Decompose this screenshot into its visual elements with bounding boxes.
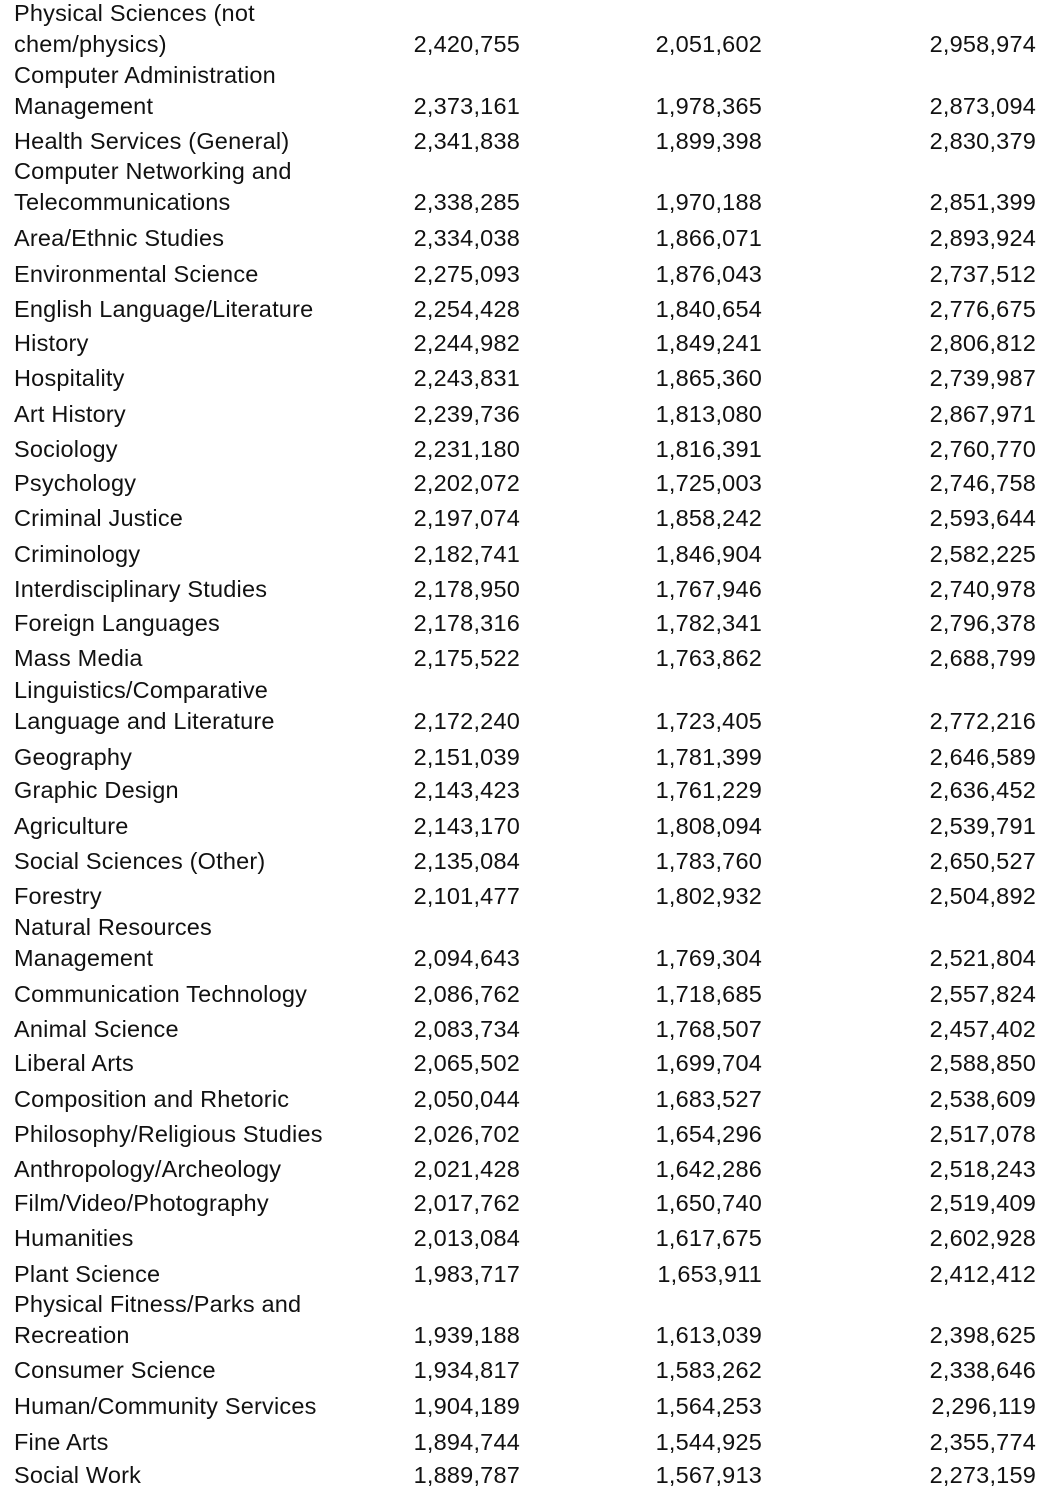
value-column-2: 1,816,391 bbox=[655, 436, 762, 462]
field-of-study-label bbox=[14, 643, 404, 673]
value-column-1: 2,182,741 bbox=[413, 541, 520, 567]
label-line: Consumer Science bbox=[14, 1357, 216, 1383]
field-of-study-label bbox=[14, 156, 404, 217]
value-column-3: 2,355,774 bbox=[929, 1429, 1036, 1455]
value-column-3: 2,830,379 bbox=[929, 128, 1036, 154]
value-column-1: 2,373,161 bbox=[413, 93, 520, 119]
field-of-study-label bbox=[14, 468, 404, 498]
value-column-2: 1,654,296 bbox=[655, 1121, 762, 1147]
label-line: Health Services (General) bbox=[14, 128, 290, 154]
value-column-2: 1,808,094 bbox=[655, 813, 762, 839]
field-of-study-label bbox=[14, 60, 404, 121]
field-of-study-label bbox=[14, 294, 404, 324]
value-column-2: 1,544,925 bbox=[655, 1429, 762, 1455]
value-column-1: 2,275,093 bbox=[413, 261, 520, 287]
value-column-2: 1,866,071 bbox=[655, 225, 762, 251]
value-column-3: 2,538,609 bbox=[929, 1086, 1036, 1112]
field-of-study-label bbox=[14, 1119, 404, 1149]
value-column-2: 1,650,740 bbox=[655, 1190, 762, 1216]
value-column-1: 2,172,240 bbox=[413, 708, 520, 734]
field-of-study-label bbox=[14, 675, 404, 736]
label-line: Management bbox=[14, 945, 154, 971]
label-line: Anthropology/Archeology bbox=[14, 1156, 282, 1182]
value-column-2: 1,767,946 bbox=[655, 576, 762, 602]
value-column-3: 2,602,928 bbox=[929, 1225, 1036, 1251]
field-of-study-label bbox=[14, 1188, 404, 1218]
label-line: Computer Administration bbox=[14, 62, 276, 88]
field-of-study-label bbox=[14, 1460, 404, 1490]
value-column-2: 1,970,188 bbox=[655, 189, 762, 215]
value-column-2: 2,051,602 bbox=[655, 31, 762, 57]
value-column-1: 2,239,736 bbox=[413, 401, 520, 427]
label-line: Criminal Justice bbox=[14, 505, 184, 531]
value-column-1: 2,178,950 bbox=[413, 576, 520, 602]
value-column-1: 2,101,477 bbox=[413, 883, 520, 909]
label-line: Social Work bbox=[14, 1462, 142, 1488]
value-column-1: 2,244,982 bbox=[413, 330, 520, 356]
value-column-2: 1,718,685 bbox=[655, 981, 762, 1007]
label-line: Management bbox=[14, 93, 154, 119]
value-column-1: 2,254,428 bbox=[413, 296, 520, 322]
field-of-study-label bbox=[14, 1391, 404, 1421]
value-column-2: 1,583,262 bbox=[655, 1357, 762, 1383]
value-column-2: 1,683,527 bbox=[655, 1086, 762, 1112]
field-of-study-label bbox=[14, 503, 404, 533]
label-line: Foreign Languages bbox=[14, 610, 220, 636]
field-of-study-label bbox=[14, 223, 404, 253]
value-column-2: 1,899,398 bbox=[655, 128, 762, 154]
label-line: Mass Media bbox=[14, 645, 143, 671]
field-of-study-label bbox=[14, 811, 404, 841]
value-column-3: 2,519,409 bbox=[929, 1190, 1036, 1216]
value-column-1: 2,013,084 bbox=[413, 1225, 520, 1251]
value-column-2: 1,782,341 bbox=[655, 610, 762, 636]
field-of-study-label bbox=[14, 881, 404, 911]
value-column-1: 1,939,188 bbox=[413, 1322, 520, 1348]
value-column-3: 2,893,924 bbox=[929, 225, 1036, 251]
value-column-3: 2,688,799 bbox=[929, 645, 1036, 671]
value-column-3: 2,504,892 bbox=[929, 883, 1036, 909]
value-column-3: 2,412,412 bbox=[929, 1261, 1036, 1287]
value-column-1: 2,026,702 bbox=[413, 1121, 520, 1147]
value-column-1: 2,231,180 bbox=[413, 436, 520, 462]
label-line: Philosophy/Religious Studies bbox=[14, 1121, 323, 1147]
value-column-1: 2,338,285 bbox=[413, 189, 520, 215]
field-of-study-label bbox=[14, 608, 404, 638]
value-column-3: 2,296,119 bbox=[931, 1393, 1036, 1419]
value-column-3: 2,646,589 bbox=[929, 744, 1036, 770]
value-column-2: 1,761,229 bbox=[655, 777, 762, 803]
label-line: Animal Science bbox=[14, 1016, 179, 1042]
value-column-3: 2,521,804 bbox=[929, 945, 1036, 971]
label-line: History bbox=[14, 330, 89, 356]
value-column-3: 2,851,399 bbox=[929, 189, 1036, 215]
value-column-2: 1,617,675 bbox=[655, 1225, 762, 1251]
label-line: Hospitality bbox=[14, 365, 125, 391]
value-column-3: 2,557,824 bbox=[929, 981, 1036, 1007]
value-column-2: 1,567,913 bbox=[655, 1462, 762, 1488]
value-column-3: 2,588,850 bbox=[929, 1050, 1036, 1076]
value-column-1: 1,889,787 bbox=[413, 1462, 520, 1488]
value-column-3: 2,582,225 bbox=[929, 541, 1036, 567]
field-of-study-label bbox=[14, 0, 404, 59]
value-column-1: 2,243,831 bbox=[413, 365, 520, 391]
label-line: Plant Science bbox=[14, 1261, 161, 1287]
value-column-2: 1,783,760 bbox=[655, 848, 762, 874]
value-column-1: 2,420,755 bbox=[413, 31, 520, 57]
value-column-2: 1,763,862 bbox=[655, 645, 762, 671]
value-column-1: 1,934,817 bbox=[413, 1357, 520, 1383]
label-line: Environmental Science bbox=[14, 261, 259, 287]
value-column-2: 1,769,304 bbox=[655, 945, 762, 971]
value-column-2: 1,876,043 bbox=[655, 261, 762, 287]
value-column-2: 1,642,286 bbox=[655, 1156, 762, 1182]
value-column-1: 2,341,838 bbox=[413, 128, 520, 154]
value-column-1: 1,983,717 bbox=[413, 1261, 520, 1287]
label-line: Interdisciplinary Studies bbox=[14, 576, 268, 602]
field-of-study-label bbox=[14, 434, 404, 464]
value-column-1: 1,904,189 bbox=[413, 1393, 520, 1419]
value-column-2: 1,865,360 bbox=[655, 365, 762, 391]
label-line: Fine Arts bbox=[14, 1429, 109, 1455]
label-line: Social Sciences (Other) bbox=[14, 848, 266, 874]
value-column-2: 1,978,365 bbox=[655, 93, 762, 119]
value-column-2: 1,846,904 bbox=[655, 541, 762, 567]
value-column-1: 2,021,428 bbox=[413, 1156, 520, 1182]
label-line: Humanities bbox=[14, 1225, 134, 1251]
field-of-study-label bbox=[14, 846, 404, 876]
value-column-1: 2,175,522 bbox=[413, 645, 520, 671]
label-line: Human/Community Services bbox=[14, 1393, 317, 1419]
value-column-2: 1,699,704 bbox=[655, 1050, 762, 1076]
label-line: Language and Literature bbox=[14, 708, 275, 734]
value-column-2: 1,725,003 bbox=[655, 470, 762, 496]
label-line: Physical Sciences (not bbox=[14, 0, 255, 26]
label-line: Graphic Design bbox=[14, 777, 179, 803]
field-of-study-label bbox=[14, 775, 404, 805]
value-column-2: 1,813,080 bbox=[655, 401, 762, 427]
value-column-3: 2,457,402 bbox=[929, 1016, 1036, 1042]
field-of-study-label bbox=[14, 399, 404, 429]
label-line: chem/physics) bbox=[14, 31, 167, 57]
field-of-study-label bbox=[14, 539, 404, 569]
value-column-3: 2,517,078 bbox=[929, 1121, 1036, 1147]
label-line: Film/Video/Photography bbox=[14, 1190, 269, 1216]
value-column-3: 2,740,978 bbox=[929, 576, 1036, 602]
label-line: Communication Technology bbox=[14, 981, 308, 1007]
value-column-1: 2,197,074 bbox=[413, 505, 520, 531]
value-column-1: 2,143,170 bbox=[413, 813, 520, 839]
label-line: Telecommunications bbox=[14, 189, 231, 215]
value-column-3: 2,958,974 bbox=[929, 31, 1036, 57]
field-of-study-label bbox=[14, 328, 404, 358]
value-column-1: 2,065,502 bbox=[413, 1050, 520, 1076]
field-of-study-label bbox=[14, 1259, 404, 1289]
value-column-2: 1,653,911 bbox=[657, 1261, 762, 1287]
field-of-study-label bbox=[14, 742, 404, 772]
label-line: Physical Fitness/Parks and bbox=[14, 1291, 302, 1317]
label-line: Criminology bbox=[14, 541, 141, 567]
value-column-3: 2,873,094 bbox=[929, 93, 1036, 119]
field-of-study-label bbox=[14, 259, 404, 289]
value-column-3: 2,593,644 bbox=[929, 505, 1036, 531]
field-of-study-label bbox=[14, 1154, 404, 1184]
label-line: Art History bbox=[14, 401, 126, 427]
value-column-2: 1,802,932 bbox=[655, 883, 762, 909]
label-line: Composition and Rhetoric bbox=[14, 1086, 290, 1112]
label-line: Sociology bbox=[14, 436, 118, 462]
value-column-2: 1,840,654 bbox=[655, 296, 762, 322]
value-column-1: 2,083,734 bbox=[413, 1016, 520, 1042]
field-of-study-label bbox=[14, 574, 404, 604]
field-of-study-label bbox=[14, 912, 404, 973]
value-column-1: 2,202,072 bbox=[413, 470, 520, 496]
value-column-3: 2,806,812 bbox=[929, 330, 1036, 356]
value-column-3: 2,772,216 bbox=[929, 708, 1036, 734]
field-of-study-label bbox=[14, 1427, 404, 1457]
value-column-2: 1,723,405 bbox=[655, 708, 762, 734]
value-column-3: 2,636,452 bbox=[929, 777, 1036, 803]
value-column-2: 1,781,399 bbox=[655, 744, 762, 770]
value-column-2: 1,858,242 bbox=[655, 505, 762, 531]
field-of-study-label bbox=[14, 1355, 404, 1385]
value-column-1: 2,143,423 bbox=[413, 777, 520, 803]
value-column-3: 2,867,971 bbox=[929, 401, 1036, 427]
value-column-1: 2,086,762 bbox=[413, 981, 520, 1007]
value-column-3: 2,398,625 bbox=[929, 1322, 1036, 1348]
value-column-3: 2,273,159 bbox=[929, 1462, 1036, 1488]
field-of-study-label bbox=[14, 1048, 404, 1078]
value-column-1: 2,050,044 bbox=[413, 1086, 520, 1112]
value-column-1: 2,094,643 bbox=[413, 945, 520, 971]
label-line: Natural Resources bbox=[14, 914, 213, 940]
label-line: Recreation bbox=[14, 1322, 130, 1348]
value-column-1: 2,135,084 bbox=[413, 848, 520, 874]
value-column-3: 2,539,791 bbox=[929, 813, 1036, 839]
value-column-3: 2,650,527 bbox=[929, 848, 1036, 874]
value-column-3: 2,760,770 bbox=[929, 436, 1036, 462]
label-line: Linguistics/Comparative bbox=[14, 677, 269, 703]
field-of-study-label bbox=[14, 363, 404, 393]
value-column-2: 1,849,241 bbox=[655, 330, 762, 356]
label-line: Liberal Arts bbox=[14, 1050, 134, 1076]
field-of-study-label bbox=[14, 1084, 404, 1114]
value-column-1: 2,151,039 bbox=[413, 744, 520, 770]
label-line: Psychology bbox=[14, 470, 137, 496]
label-line: Area/Ethnic Studies bbox=[14, 225, 225, 251]
label-line: Forestry bbox=[14, 883, 102, 909]
label-line: Agriculture bbox=[14, 813, 129, 839]
value-column-1: 2,334,038 bbox=[413, 225, 520, 251]
value-column-3: 2,776,675 bbox=[929, 296, 1036, 322]
label-line: Computer Networking and bbox=[14, 158, 292, 184]
field-of-study-label bbox=[14, 979, 404, 1009]
label-line: Geography bbox=[14, 744, 133, 770]
value-column-3: 2,518,243 bbox=[929, 1156, 1036, 1182]
value-column-3: 2,746,758 bbox=[929, 470, 1036, 496]
value-column-1: 2,178,316 bbox=[413, 610, 520, 636]
value-column-1: 2,017,762 bbox=[413, 1190, 520, 1216]
field-of-study-label bbox=[14, 1014, 404, 1044]
value-column-3: 2,739,987 bbox=[929, 365, 1036, 391]
value-column-2: 1,768,507 bbox=[655, 1016, 762, 1042]
value-column-1: 1,894,744 bbox=[413, 1429, 520, 1455]
field-of-study-label bbox=[14, 126, 404, 156]
label-line: English Language/Literature bbox=[14, 296, 314, 322]
field-of-study-label bbox=[14, 1289, 404, 1350]
value-column-2: 1,564,253 bbox=[655, 1393, 762, 1419]
value-column-3: 2,796,378 bbox=[929, 610, 1036, 636]
field-of-study-label bbox=[14, 1223, 404, 1253]
value-column-3: 2,737,512 bbox=[929, 261, 1036, 287]
value-column-3: 2,338,646 bbox=[929, 1357, 1036, 1383]
value-column-2: 1,613,039 bbox=[655, 1322, 762, 1348]
